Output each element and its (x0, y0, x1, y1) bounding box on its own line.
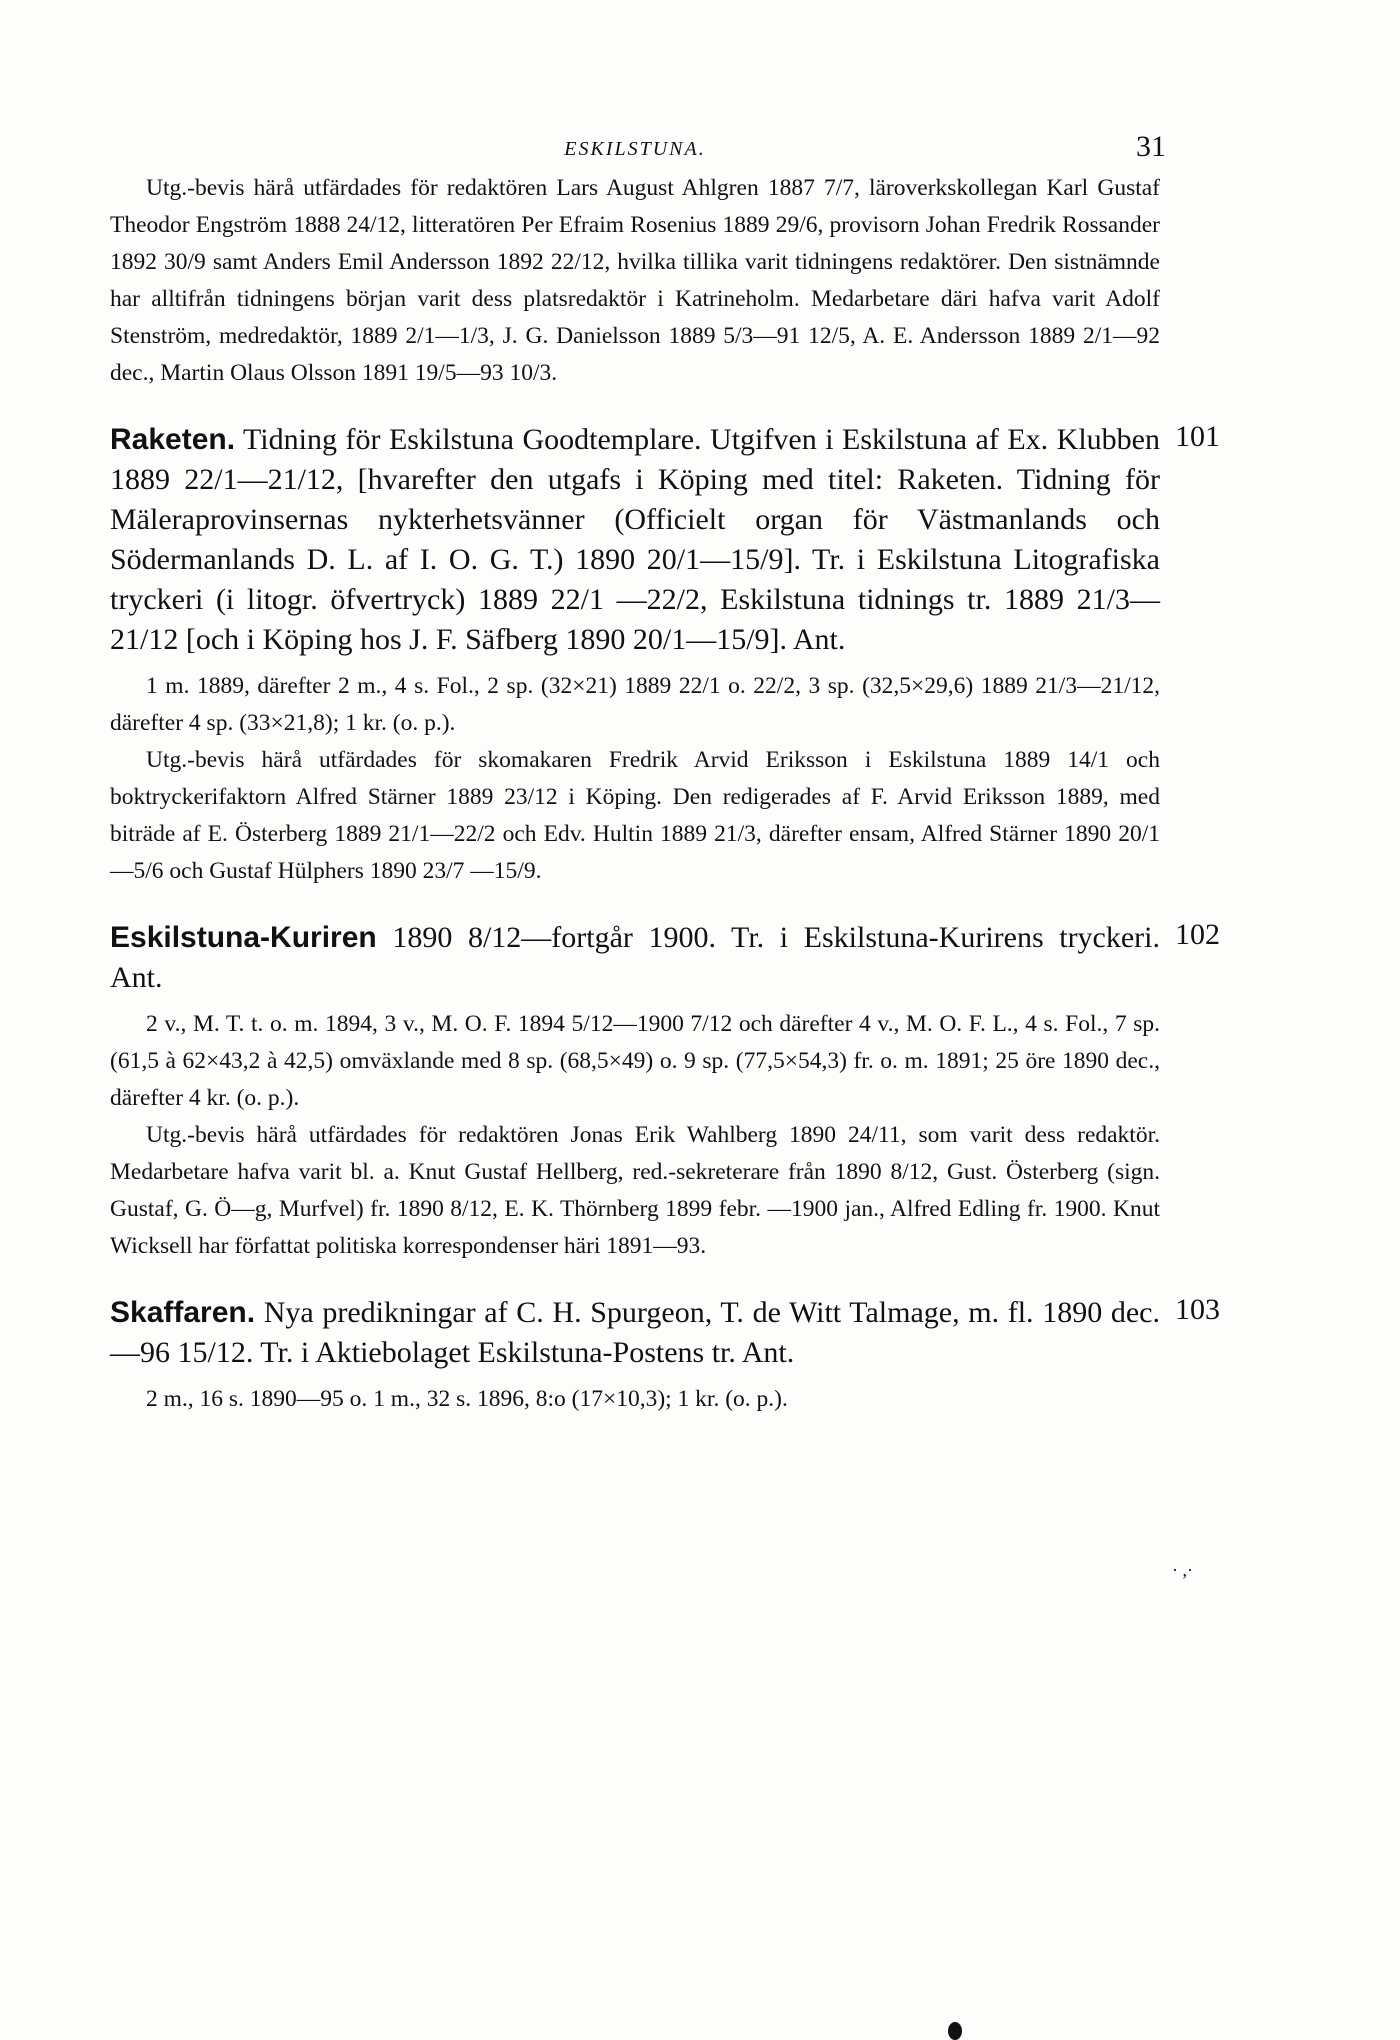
page-number: 31 (1136, 130, 1166, 163)
entry-heading-text: Nya predikningar af C. H. Spurgeon, T. de Witt Talmage, m. fl. 1890 dec.—96 15/12. Tr. i Aktiebolaget Eskilstuna-Postens tr. Ant. (110, 1296, 1160, 1369)
ink-dot (948, 2022, 962, 2040)
book-page (110, 130, 1220, 1418)
entry-format: 1 m. 1889, därefter 2 m., 4 s. Fol., 2 sp. (32×21) 1889 22/1 o. 22/2, 3 sp. (32,5×29,6) 1889 21/3—21/12, därefter 4 sp. (33×21,8); 1 kr. (o. p.). (110, 673, 1160, 736)
entry-format: 2 m., 16 s. 1890—95 o. 1 m., 32 s. 1896, 8:o (17×10,3); 1 kr. (o. p.). (146, 1386, 788, 1412)
entry-details (110, 1006, 1160, 1265)
entry-heading-text: Tidning för Eskilstuna Goodtemplare. Utgifven i Eskilstuna af Ex. Klubben 1889 22/1—21/12, [hvarefter den utgafs i Köping med titel: Raketen. Tidning för Mäleraprovinsernas nykterhetsvänner (Officielt organ för Västmanlands och Södermanlands D. L. af I. O. G. T.) 1890 20/1—15/9]. Tr. i Eskilstuna Litografiska tryckeri (i litogr. öfvertryck) 1889 22/1 —22/2, Eskilstuna tidnings tr. 1889 21/3—21/12 [och i Köping hos J. F. Säfberg 1890 20/1—15/9]. Ant. (110, 423, 1160, 656)
entry-103 (110, 1293, 1220, 1418)
entry-title: Skaffaren. (110, 1296, 256, 1329)
entry-number: 102 (1175, 918, 1220, 951)
entry-number: 103 (1175, 1293, 1220, 1326)
intro-section (110, 170, 1160, 392)
running-head: ESKILSTUNA. (564, 138, 706, 160)
entry-heading (110, 420, 1160, 660)
entry-heading-text: 1890 8/12—fortgår 1900. Tr. i Eskilstuna-Kurirens tryckeri. Ant. (110, 921, 1161, 994)
margin-marks: · ,· (1172, 1560, 1193, 1580)
entry-format: 2 v., M. T. t. o. m. 1894, 3 v., M. O. F. 1894 5/12—1900 7/12 och därefter 4 v., M. O. F. L., 4 s. Fol., 7 sp. (61,5 à 62×43,2 à 42,5) omväxlande med 8 sp. (68,5×49) o. 9 sp. (77,5×54,3) fr. o. m. 1891; 25 öre 1890 dec., därefter 4 kr. (o. p.). (110, 1011, 1160, 1111)
entry-title: Eskilstuna-Kuriren (110, 921, 377, 954)
entry-details (110, 1381, 1160, 1418)
entry-notes: Utg.-bevis härå utfärdades för redaktören Jonas Erik Wahlberg 1890 24/11, som varit dess redaktör. Medarbetare hafva varit bl. a. Knut Gustaf Hellberg, red.-sekreterare från 1890 8/12, Gust. Österberg (sign. Gustaf, G. Ö—g, Murfvel) fr. 1890 8/12, E. K. Thörnberg 1899 febr. —1900 jan., Alfred Edling fr. 1900. Knut Wicksell har författat politiska korrespondenser häri 1891—93. (110, 1122, 1160, 1259)
entry-heading (110, 918, 1160, 998)
entry-details (110, 668, 1160, 890)
entry-101 (110, 420, 1220, 890)
page-header (110, 130, 1166, 170)
entry-title: Raketen. (110, 423, 236, 456)
entry-notes: Utg.-bevis härå utfärdades för skomakaren Fredrik Arvid Eriksson i Eskilstuna 1889 14/1 och boktryckerifaktorn Alfred Stärner 1889 23/12 i Köping. Den redigerades af F. Arvid Eriksson 1889, med biträde af E. Österberg 1889 21/1—22/2 och Edv. Hultin 1889 21/3, därefter ensam, Alfred Stärner 1890 20/1—5/6 och Gustaf Hülphers 1890 23/7 —15/9. (110, 747, 1160, 884)
entry-number: 101 (1175, 420, 1220, 453)
intro-paragraph: Utg.-bevis härå utfärdades för redaktören Lars August Ahlgren 1887 7/7, läroverkskollegan Karl Gustaf Theodor Engström 1888 24/12, litteratören Per Efraim Rosenius 1889 29/6, provisorn Johan Fredrik Rossander 1892 30/9 samt Anders Emil Andersson 1892 22/12, hvilka tillika varit tidningens redaktörer. Den sistnämnde har alltifrån tidningens början varit dess platsredaktör i Katrineholm. Medarbetare däri hafva varit Adolf Stenström, medredaktör, 1889 2/1—1/3, J. G. Danielsson 1889 5/3—91 12/5, A. E. Andersson 1889 2/1—92 dec., Martin Olaus Olsson 1891 19/5—93 10/3. (110, 175, 1160, 386)
entry-102 (110, 918, 1220, 1265)
entry-heading (110, 1293, 1160, 1373)
